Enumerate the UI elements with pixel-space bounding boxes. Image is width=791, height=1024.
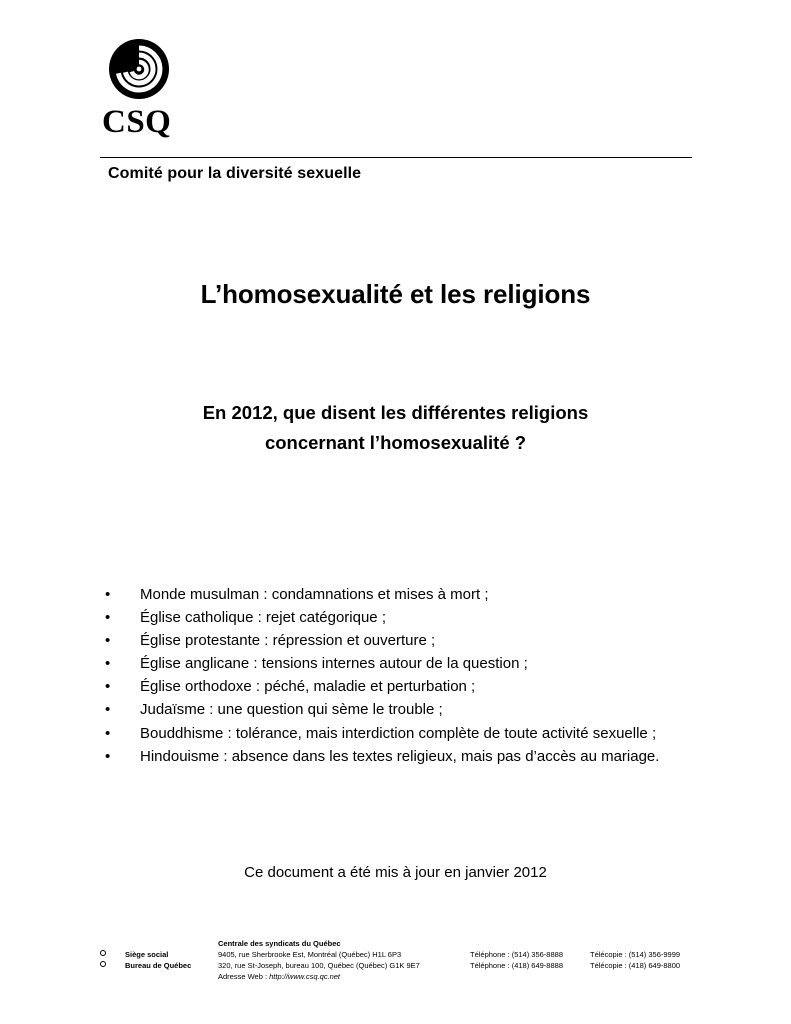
footer-website — [218, 971, 340, 982]
topics-list — [100, 583, 720, 768]
list-item — [100, 606, 720, 629]
circle-bullet-icon — [100, 961, 106, 967]
csq-wordmark: CSQ — [102, 104, 172, 140]
list-item-label: Hindouisme : absence dans les textes religieux, mais pas d’accès au mariage. — [140, 747, 660, 765]
committee-name: Comité pour la diversité sexuelle — [108, 165, 362, 182]
header-divider — [100, 157, 692, 158]
bullet-icon: • — [105, 678, 111, 696]
bullet-icon: • — [105, 747, 111, 765]
footer-office-address: 9405, rue Sherbrooke Est, Montréal (Québec) H1L 6P3 — [218, 950, 402, 959]
list-item-label: Église protestante : répression et ouverture ; — [140, 632, 436, 650]
list-item — [100, 629, 720, 652]
csq-logo-block — [100, 38, 220, 139]
footer-website-label: Adresse Web : — [218, 972, 270, 981]
bullet-icon: • — [105, 609, 111, 627]
circle-bullet-icon — [100, 950, 106, 956]
list-item-label: Église anglicane : tensions internes autour de la question ; — [140, 655, 528, 673]
footer-website-url[interactable]: http://www.csq.qc.net — [269, 972, 341, 981]
list-item — [100, 583, 720, 606]
list-item-label: Monde musulman : condamnations et mises à mort ; — [140, 586, 489, 603]
csq-spiral-logo-icon — [108, 38, 170, 100]
subtitle-line-2: concernant l’homosexualité ? — [264, 432, 527, 453]
bullet-icon: • — [105, 655, 111, 673]
subtitle-line-1: En 2012, que disent les différentes religions — [202, 402, 589, 423]
bullet-icon: • — [105, 586, 111, 603]
footer-office-fax: Télécopie : (514) 356-9999 — [590, 950, 681, 959]
list-item — [100, 698, 720, 721]
footer-office-phone: Téléphone : (418) 649-8888 — [470, 961, 563, 970]
list-item-label: Église orthodoxe : péché, maladie et perturbation ; — [140, 678, 476, 696]
page-title: L’homosexualité et les religions — [200, 279, 591, 310]
footer-row — [100, 960, 692, 971]
list-item — [100, 722, 720, 745]
list-item — [100, 745, 720, 768]
list-item — [100, 675, 720, 698]
footer-office-label: Bureau de Québec — [125, 961, 192, 970]
list-item-label: Église catholique : rejet catégorique ; — [140, 609, 386, 627]
list-item-label: Bouddhisme : tolérance, mais interdiction complète de toute activité sexuelle ; — [140, 724, 657, 742]
footer-office-phone: Téléphone : (514) 356-8888 — [470, 950, 563, 959]
footer-office-address: 320, rue St-Joseph, bureau 100, Québec (Québec) G1K 9E7 — [218, 961, 420, 970]
bullet-icon: • — [105, 701, 111, 719]
list-item-label: Judaïsme : une question qui sème le trouble ; — [140, 701, 443, 719]
bullet-icon: • — [105, 632, 111, 650]
footer-office-fax: Télécopie : (418) 649-8800 — [590, 961, 681, 970]
page-subtitle — [0, 398, 791, 458]
footer-office-label: Siège social — [125, 950, 169, 959]
bullet-icon: • — [105, 724, 111, 742]
list-item — [100, 652, 720, 675]
update-note: Ce document a été mis à jour en janvier 2012 — [244, 864, 547, 881]
footer-row — [100, 949, 692, 960]
footer-organization: Centrale des syndicats du Québec — [218, 939, 341, 948]
